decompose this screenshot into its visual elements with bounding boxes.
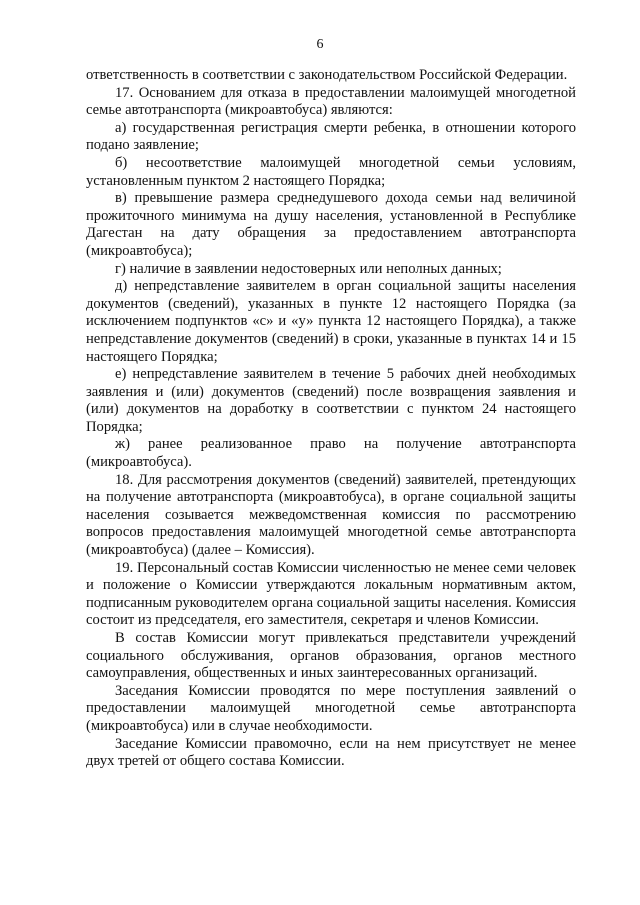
paragraph-clause-19: 19. Персональный состав Комиссии численностью не менее семи человек и положение о Комиссии утверждаются локальным нормативным актом, подписанным руководителем органа социальной защиты населения. Комиссия состоит из председателя, его заместителя, секретаря и членов Комиссии. [86,559,576,629]
paragraph-item-g: г) наличие в заявлении недостоверных или неполных данных; [115,260,502,277]
page-number: 6 [316,37,324,52]
paragraph-commission-meetings: Заседания Комиссии проводятся по мере поступления заявлений о предоставлении малоимущей многодетной семье автотранспорта (микроавтобуса) или в случае необходимости. [86,682,576,734]
document-body [86,67,576,771]
paragraph-item-a: а) государственная регистрация смерти ребенка, в отношении которого подано заявление; [86,119,576,154]
paragraph-item-v: в) превышение размера среднедушевого дохода семьи над величиной прожиточного минимума на душу населения, установленной в Республике Дагестан на дату обращения за предоставлением автотранспорта (микроавтобуса); [86,190,576,259]
paragraph-continuation: ответственность в соответствии с законодательством Российской Федерации. [86,67,568,83]
paragraph-commission-members: В состав Комиссии могут привлекаться представители учреждений социального обслуживания, органов образования, органов местного самоуправления, общественных и иных заинтересованных организаций. [86,630,576,682]
paragraph-commission-quorum: Заседание Комиссии правомочно, если на нем присутствует не менее двух третей от общего состава Комиссии. [86,735,576,770]
paragraph-clause-17: 17. Основанием для отказа в предоставлении малоимущей многодетной семье автотранспорта (микроавтобуса) являются: [86,84,576,119]
paragraph-item-zh: ж) ранее реализованное право на получение автотранспорта (микроавтобуса). [86,436,576,471]
paragraph-item-e: е) непредставление заявителем в течение 5 рабочих дней необходимых заявления и (или) документов (сведений) после возвращения заявления и (или) документов на доработку в соответствии с пунктом 24 настоящего Порядка; [86,366,576,435]
paragraph-item-b: б) несоответствие малоимущей многодетной семьи условиям, установленным пунктом 2 настоящего Порядка; [86,154,576,189]
paragraph-item-d: д) непредставление заявителем в орган социальной защиты населения документов (сведений), указанных в пункте 12 настоящего Порядка (за исключением подпунктов «с» и «у» пункта 12 настоящего Порядка), а также непредставление документов (сведений) в сроки, указанные в пунктах 14 и 15 настоящего Порядка; [86,278,576,365]
paragraph-clause-18: 18. Для рассмотрения документов (сведений) заявителей, претендующих на получение автотранспорта (микроавтобуса), в органе социальной защиты населения созывается межведомственная комиссия по рассмотрению вопросов предоставления малоимущей многодетной семье автотранспорта (микроавтобуса) (далее – Комиссия). [86,471,576,559]
